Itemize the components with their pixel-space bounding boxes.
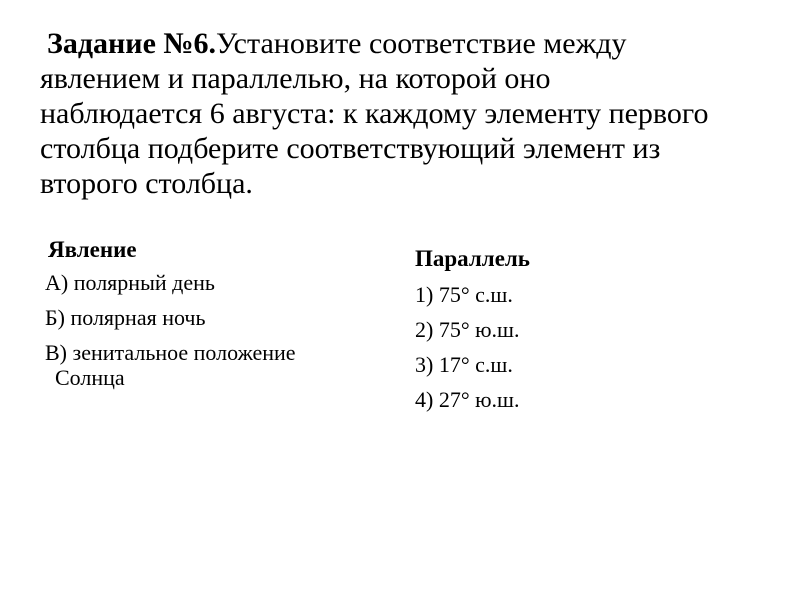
task-title-line-3: наблюдается 6 августа: к каждому элементу первого (40, 97, 709, 130)
phenomenon-item-a: А) полярный день (45, 270, 215, 295)
phenomena-header: Явление (48, 237, 137, 262)
task-title (40, 26, 785, 201)
phenomenon-item-v: В) зенитальное положение Солнца (45, 340, 296, 390)
task-number: Задание №6. (47, 27, 217, 60)
task-title-line-2: явлением и параллелью, на которой оно (40, 62, 551, 95)
parallels-column (415, 245, 635, 422)
task-title-line-5: второго столбца. (40, 167, 253, 200)
parallel-item-4: 4) 27° ю.ш. (415, 387, 520, 412)
task-title-line-1 (40, 26, 785, 61)
task-title-line-1-text: Установите соответствие между (216, 27, 627, 60)
phenomenon-item-b: Б) полярная ночь (45, 305, 206, 330)
parallels-header: Параллель (415, 246, 530, 271)
parallel-item-2: 2) 75° ю.ш. (415, 317, 520, 342)
parallel-item-1: 1) 75° с.ш. (415, 282, 513, 307)
task-title-line-4: столбца подберите соответствующий элемент из (40, 132, 661, 165)
phenomena-column (45, 236, 375, 400)
parallel-item-3: 3) 17° с.ш. (415, 352, 513, 377)
